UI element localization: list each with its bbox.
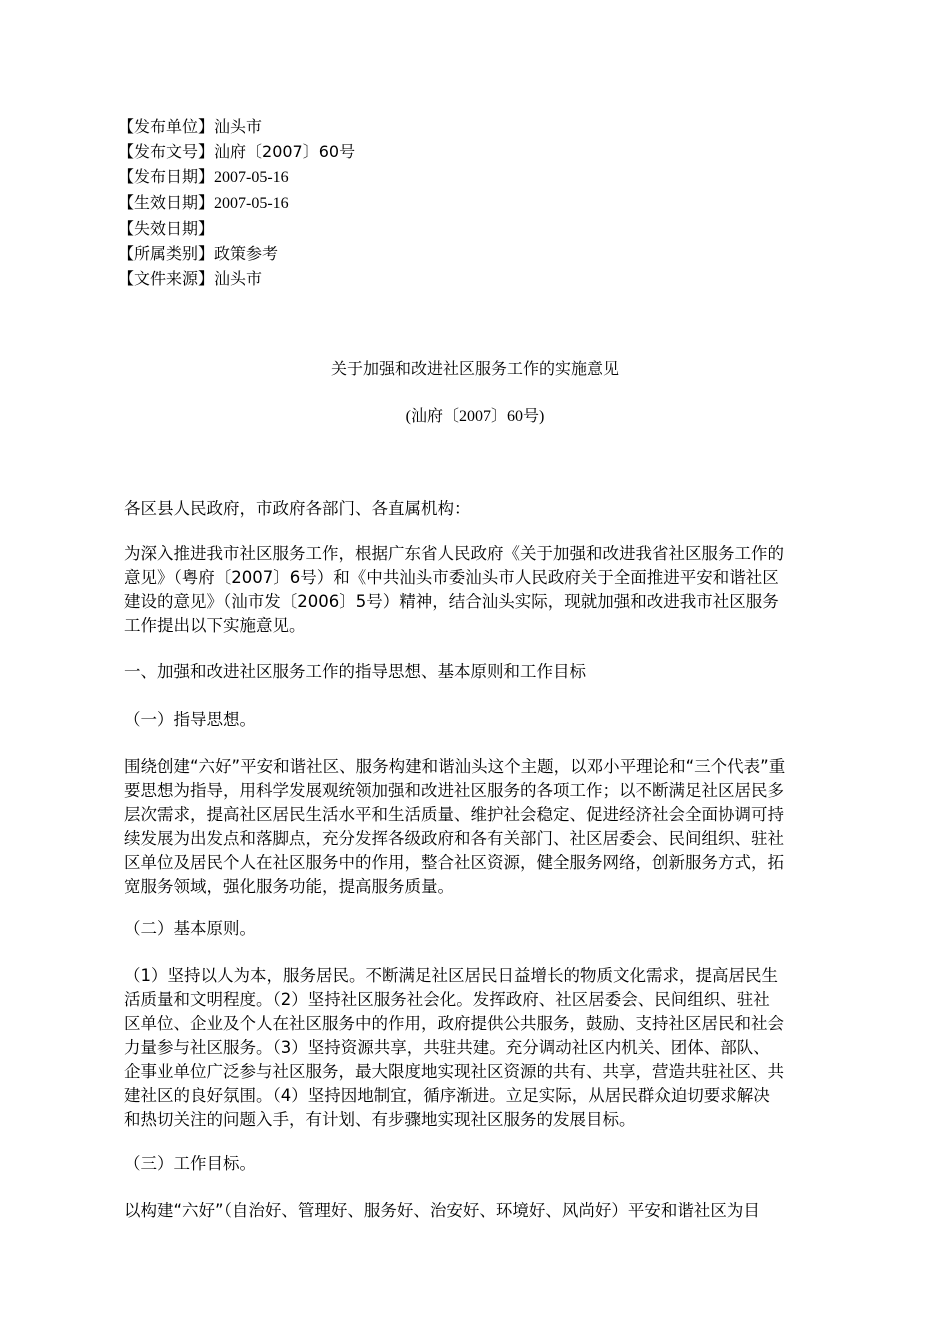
text-line: （1）坚持以人为本，服务居民。不断满足社区居民日益增长的物质文化需求，提高居民生 [124,966,778,985]
section-heading: 一、加强和改进社区服务工作的指导思想、基本原则和工作目标 [124,662,586,681]
meta-label: 【失效日期】 [118,219,215,238]
text-line: 活质量和文明程度。（2）坚持社区服务社会化。发挥政府、社区居委会、民间组织、驻社 [124,990,770,1009]
document-number: (汕府〔2007〕60号) [405,408,545,425]
text-line: 企事业单位广泛参与社区服务，最大限度地实现社区资源的共有、共享，营造共驻社区、共 [124,1062,784,1081]
intro-paragraph [124,542,836,638]
text-line: 要思想为指导，用科学发展观统领加强和改进社区服务的各项工作；以不断满足社区居民多 [124,781,784,800]
meta-effective-date [118,190,355,216]
meta-value: 汕府〔2007〕60号 [214,142,356,161]
text-line: 和热切关注的问题入手，有计划、有步骤地实现社区服务的发展目标。 [124,1110,636,1129]
meta-value: 汕头市 [214,269,263,288]
text-line: 力量参与社区服务。（3）坚持资源共享，共驻共建。充分调动社区内机关、团体、部队、 [124,1038,770,1057]
text-line: 意见》（粤府〔2007〕6号）和《中共汕头市委汕头市人民政府关于全面推进平安和谐社区 [124,568,779,587]
meta-label: 【所属类别】 [118,244,215,263]
text-line: 工作提出以下实施意见。 [124,616,306,635]
salutation: 各区县人民政府，市政府各部门、各直属机构： [124,499,471,518]
metadata-block [118,114,355,291]
meta-value: 2007-05-16 [214,195,289,212]
meta-label: 【生效日期】 [118,193,215,212]
subsection-heading: （三）工作目标。 [124,1154,256,1173]
text-line: 建社区的良好氛围。（4）坚持因地制宜，循序渐进。立足实际，从居民群众迫切要求解决 [124,1086,770,1105]
meta-issuer [118,114,355,139]
meta-value: 汕头市 [214,117,263,136]
meta-label: 【发布文号】 [118,142,215,161]
meta-doc-number [118,139,355,164]
text-line: 续发展为出发点和落脚点，充分发挥各级政府和各有关部门、社区居委会、民间组织、驻社 [124,829,784,848]
guiding-ideology-paragraph [124,755,836,899]
meta-label: 【文件来源】 [118,269,215,288]
meta-value: 政策参考 [214,244,279,263]
text-line: 以构建“六好”（自治好、管理好、服务好、治安好、环境好、风尚好）平安和谐社区为目 [124,1201,760,1220]
document-title: 关于加强和改进社区服务工作的实施意见 [330,359,619,378]
text-line: 区单位、企业及个人在社区服务中的作用，政府提供公共服务，鼓励、支持社区居民和社会 [124,1014,784,1033]
meta-expiry-date [118,216,355,241]
subsection-heading: （二）基本原则。 [124,919,256,938]
meta-source [118,266,355,291]
meta-category [118,241,355,266]
subsection-heading: （一）指导思想。 [124,710,256,729]
text-line: 层次需求，提高社区居民生活水平和生活质量、维护社会稳定、促进经济社会全面协调可持 [124,805,784,824]
text-line: 区单位及居民个人在社区服务中的作用，整合社区资源，健全服务网络，创新服务方式，拓 [124,853,784,872]
meta-label: 【发布日期】 [118,167,215,186]
meta-value: 2007-05-16 [214,169,289,186]
text-line: 建设的意见》（汕市发〔2006〕5号）精神，结合汕头实际，现就加强和改进我市社区服务 [124,592,779,611]
meta-label: 【发布单位】 [118,117,215,136]
text-line: 为深入推进我市社区服务工作，根据广东省人民政府《关于加强和改进我省社区服务工作的 [124,544,784,563]
text-line: 宽服务领域，强化服务功能，提高服务质量。 [124,877,454,896]
meta-issue-date [118,164,355,190]
text-line: 围绕创建“六好”平安和谐社区、服务构建和谐汕头这个主题，以邓小平理论和“三个代表”重 [124,757,786,776]
work-goals-paragraph [124,1199,836,1223]
basic-principles-paragraph [124,964,836,1132]
